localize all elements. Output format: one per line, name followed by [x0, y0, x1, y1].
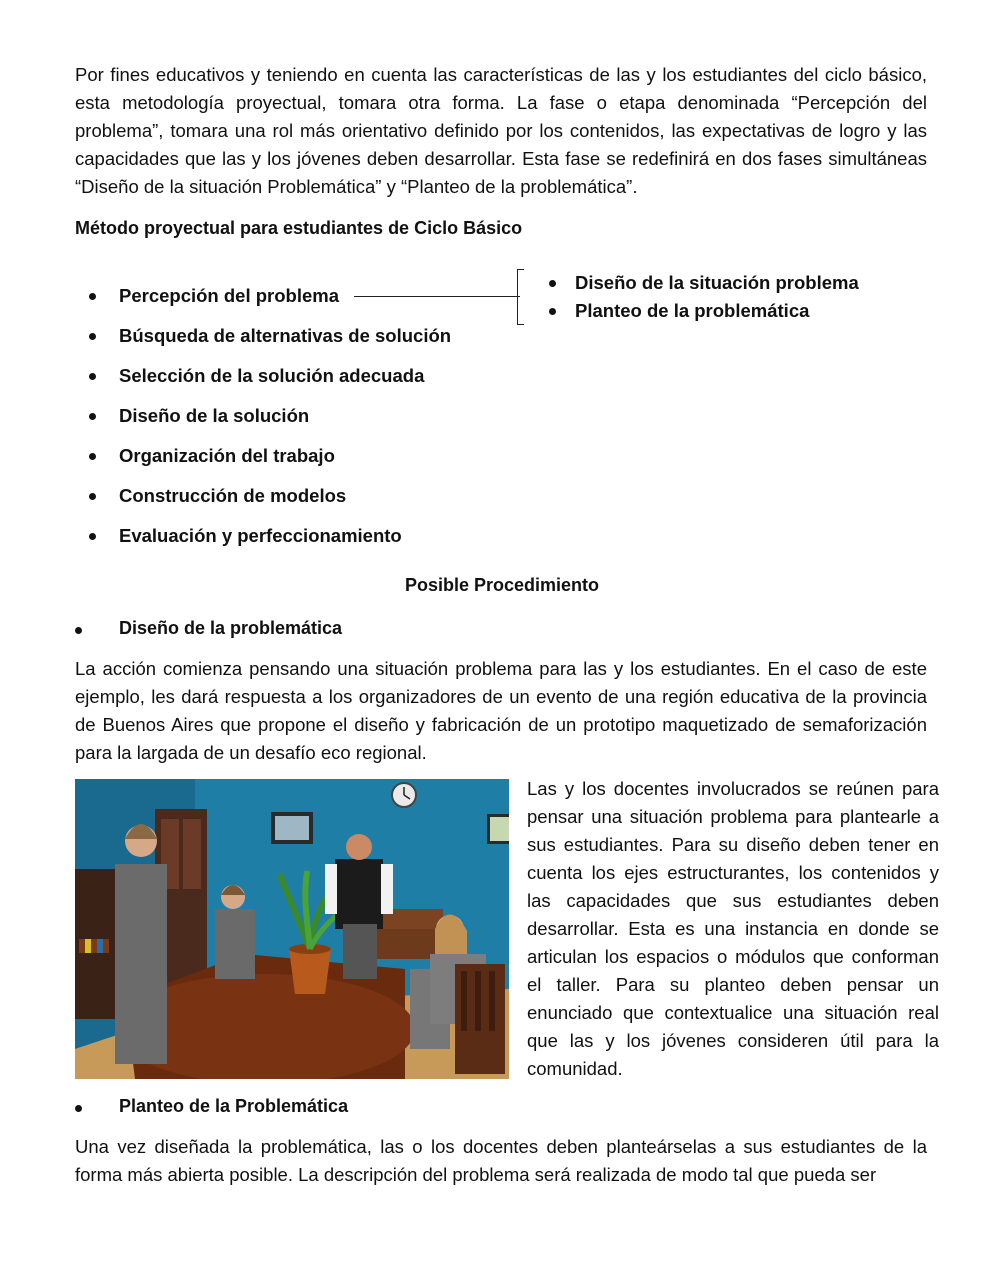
bullet-icon	[75, 627, 82, 634]
section2-paragraph: Una vez diseñada la problemática, las o los docentes deben planteárselas a sus estudiantes de la forma más abierta posible. La descripción del problema será realizada de modo tal que pueda ser	[75, 1136, 927, 1185]
section1-side-paragraph: Las y los docentes involucrados se reúnen para pensar una situación problema para plantearle a sus estudiantes. Para su diseño deben tener en cuenta los ejes estructurantes, los contenidos y las capacidades que sus estudiantes deben desarrollar. Esta es una instancia en donde se articulan los espacios o módulos que conforman el taller. Para su planteo deben pensar un enunciado que contextualice una situación real que las y los jóvenes consideren útil para la comunidad.	[527, 778, 939, 1079]
bullet-icon	[89, 413, 96, 420]
intro-paragraph: Por fines educativos y teniendo en cuenta las características de las y los estudiantes del ciclo básico, esta metodología proyectual, tomara otra forma. La fase o etapa denominada “Percepción del problema”, tomara una rol más orientativo definido por los contenidos, las expectativas de logro y las capacidades que las y los jóvenes deben desarrollar. Esta fase se redefinirá en dos fases simultáneas “Diseño de la situación Problemática” y “Planteo de la problemática”.	[75, 64, 927, 197]
section1-heading: Diseño de la problemática	[75, 618, 342, 639]
classroom-illustration	[75, 779, 509, 1079]
method-step: Construcción de modelos	[75, 476, 451, 516]
section2-heading: Planteo de la Problemática	[75, 1096, 348, 1117]
method-substep: Diseño de la situación problema	[545, 269, 859, 297]
connector-line	[354, 296, 520, 297]
bullet-icon	[89, 493, 96, 500]
method-step: Selección de la solución adecuada	[75, 356, 451, 396]
bullet-icon	[89, 333, 96, 340]
method-heading: Método proyectual para estudiantes de Ciclo Básico	[75, 218, 523, 238]
procedure-title: Posible Procedimiento	[404, 575, 600, 595]
bullet-icon	[89, 453, 96, 460]
bullet-icon	[89, 373, 96, 380]
bullet-icon	[75, 1105, 82, 1112]
bracket-icon	[517, 269, 524, 325]
bullet-icon	[89, 293, 96, 300]
classroom-scene-image	[75, 779, 509, 1079]
method-step: Evaluación y perfeccionamiento	[75, 516, 451, 556]
bullet-icon	[89, 533, 96, 540]
method-substeps-list	[545, 269, 859, 325]
bullet-icon	[549, 280, 556, 287]
method-substep: Planteo de la problemática	[545, 297, 859, 325]
method-steps-list	[75, 276, 451, 556]
section1-paragraph: La acción comienza pensando una situación problema para las y los estudiantes. En el caso de este ejemplo, les dará respuesta a los organizadores de un evento de una región educativa de la provincia de Buenos Aires que propone el diseño y fabricación de un prototipo maquetizado de semaforización para la largada de un desafío eco regional.	[75, 658, 927, 763]
method-step: Diseño de la solución	[75, 396, 451, 436]
bullet-icon	[549, 308, 556, 315]
method-step: Organización del trabajo	[75, 436, 451, 476]
method-step: Percepción del problema	[75, 276, 451, 316]
method-step: Búsqueda de alternativas de solución	[75, 316, 451, 356]
